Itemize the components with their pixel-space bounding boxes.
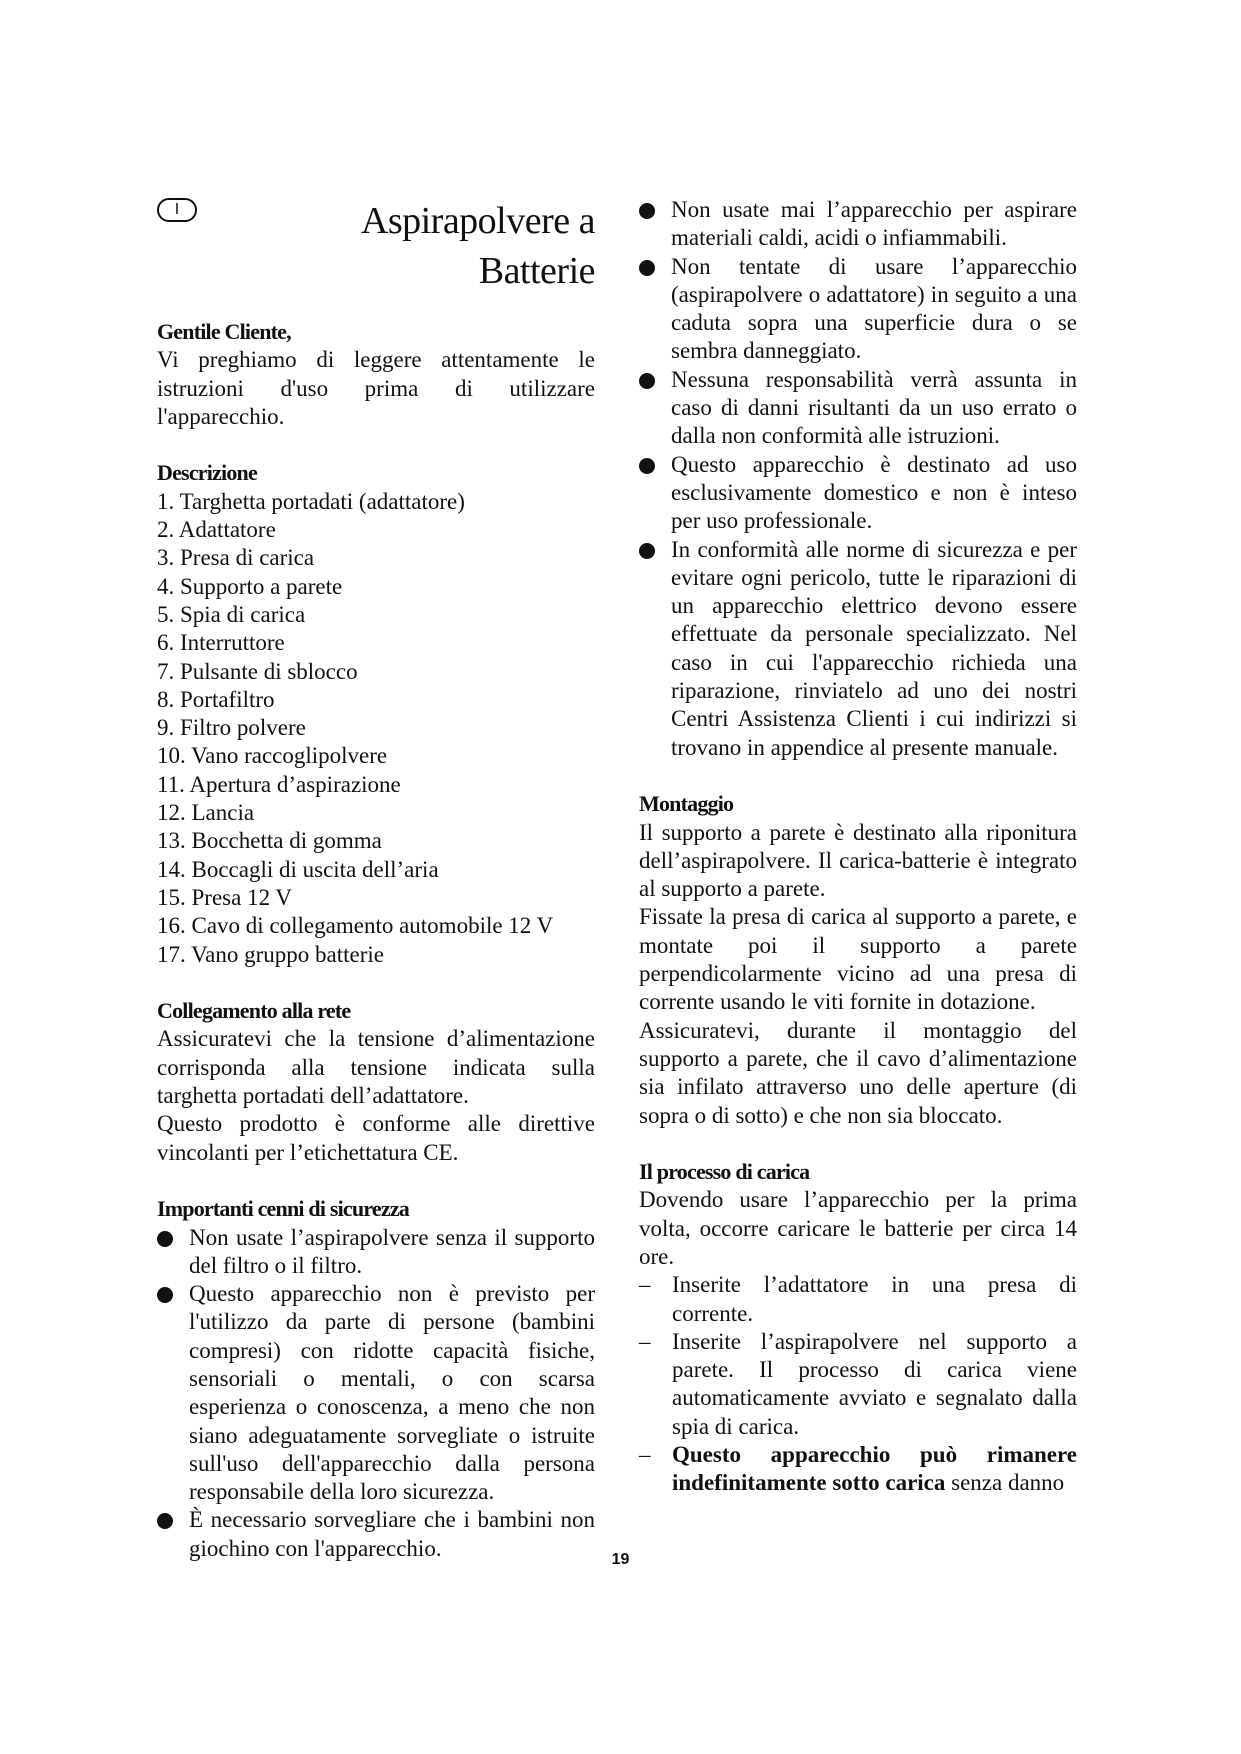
charging-step: – Inserite l’adattatore in una presa di corrente. (639, 1271, 1077, 1328)
title-block (157, 196, 595, 296)
safety-bullet: In conformità alle norme di sicurezza e per evitare ogni pericolo, tutte le riparazioni di un apparecchio elettrico devono essere effettuate da personale specializzato. Nel caso in cui l'apparecchio richieda una riparazione, rinviatelo ad uno dei nostri Centri Assistenza Clienti i cui indirizzi si trovano in appendice al presente manuale. (639, 536, 1077, 762)
safety-bullet: Questo apparecchio non è previsto per l'utilizzo da parte di persone (bambini compresi) con ridotte capacità fisiche, sensoriali o mentali, o con scarsa esperienza o conoscenza, a meno che non siano adeguatamente sorvegliate o istruite sull'uso dell'apparecchio dalla persona responsabile della loro sicurezza. (157, 1280, 595, 1506)
charging-step (639, 1441, 1077, 1498)
right-column (639, 196, 1077, 1498)
list-item: 5. Spia di carica (157, 601, 306, 627)
list-item: 10. Vano raccoglipolvere (157, 743, 388, 769)
mounting-paragraph: Fissate la presa di carica al supporto a parete, e montate poi il supporto a parete perpendicolarmente vicino ad una presa di corrente usando le viti fornite in dotazione. (639, 904, 1077, 1015)
list-item: 8. Portafiltro (157, 686, 275, 712)
list-item: 7. Pulsante di sblocco (157, 658, 358, 684)
charging-step-rest: senza danno (945, 1470, 1065, 1496)
description-list (157, 488, 595, 969)
list-item: 6. Interruttore (157, 630, 285, 656)
safety-bullet: Non usate l’aspirapolvere senza il supporto del filtro o il filtro. (157, 1224, 595, 1281)
connection-heading: Collegamento alla rete (157, 998, 351, 1024)
list-item: 13. Bocchetta di gomma (157, 828, 382, 854)
charging-intro: Dovendo usare l’apparecchio per la prima volta, occorre caricare le batterie per circa 14 ore. (639, 1187, 1077, 1269)
list-item: 1. Targhetta portadati (adattatore) (157, 488, 465, 514)
charging-steps (639, 1271, 1077, 1497)
list-item: 17. Vano gruppo batterie (157, 941, 384, 967)
charging-step-bold: Questo apparecchio può rimanere indefinitamente sotto carica (672, 1442, 1077, 1496)
connection-paragraph: Assicuratevi che la tensione d’alimentazione corrisponda alla tensione indicata sulla targhetta portadati dell’adattatore. (157, 1026, 595, 1109)
mounting-heading: Montaggio (639, 791, 734, 817)
safety-heading: Importanti cenni di sicurezza (157, 1196, 409, 1222)
safety-bullet: Questo apparecchio è destinato ad uso esclusivamente domestico e non è inteso per uso professionale. (639, 451, 1077, 536)
list-item: 16. Cavo di collegamento automobile 12 V (157, 913, 554, 939)
page-number: 19 (611, 1551, 630, 1568)
list-item: 11. Apertura d’aspirazione (157, 771, 401, 797)
safety-list-continued (639, 196, 1077, 762)
language-marker: I (157, 198, 197, 222)
list-item: 2. Adattatore (157, 517, 276, 543)
safety-bullet: Non tentate di usare l’apparecchio (aspirapolvere o adattatore) in seguito a una caduta sopra una superficie dura o se sembra danneggiato. (639, 253, 1077, 366)
safety-list (157, 1224, 595, 1564)
list-item: 4. Supporto a parete (157, 573, 343, 599)
title-line-2: Batterie (478, 250, 595, 292)
list-item: 3. Presa di carica (157, 545, 315, 571)
mounting-paragraph: Il supporto a parete è destinato alla riponitura dell’aspirapolvere. Il carica-batterie è integrato al supporto a parete. (639, 819, 1077, 902)
list-item: 15. Presa 12 V (157, 884, 293, 910)
greeting-text: Vi preghiamo di leggere attentamente le istruzioni d'uso prima di utilizzare l'apparecchio. (157, 347, 595, 429)
list-item: 12. Lancia (157, 800, 255, 826)
description-heading: Descrizione (157, 460, 257, 486)
connection-paragraph: Questo prodotto è conforme alle direttive vincolanti per l’etichettatura CE. (157, 1111, 595, 1165)
mounting-paragraph: Assicuratevi, durante il montaggio del supporto a parete, che il cavo d’alimentazione sia infilato attraverso uno delle aperture (di sopra o di sotto) e che non sia bloccato. (639, 1017, 1077, 1128)
left-column (157, 196, 595, 1563)
list-item: 9. Filtro polvere (157, 715, 306, 741)
safety-bullet: Non usate mai l’apparecchio per aspirare materiali caldi, acidi o infiammabili. (639, 196, 1077, 253)
charging-heading: Il processo di carica (639, 1159, 810, 1185)
greeting-heading: Gentile Cliente, (157, 319, 291, 344)
title-line-1: Aspirapolvere a (360, 200, 595, 242)
safety-bullet: È necessario sorvegliare che i bambini non giochino con l'apparecchio. (157, 1506, 595, 1563)
charging-step: – Inserite l’aspirapolvere nel supporto a parete. Il processo di carica viene automaticamente avviato e segnalato dalla spia di carica. (639, 1328, 1077, 1441)
list-item: 14. Boccagli di uscita dell’aria (157, 856, 439, 882)
safety-bullet: Nessuna responsabilità verrà assunta in caso di danni risultanti da un uso errato o dalla non conformità alle istruzioni. (639, 366, 1077, 451)
